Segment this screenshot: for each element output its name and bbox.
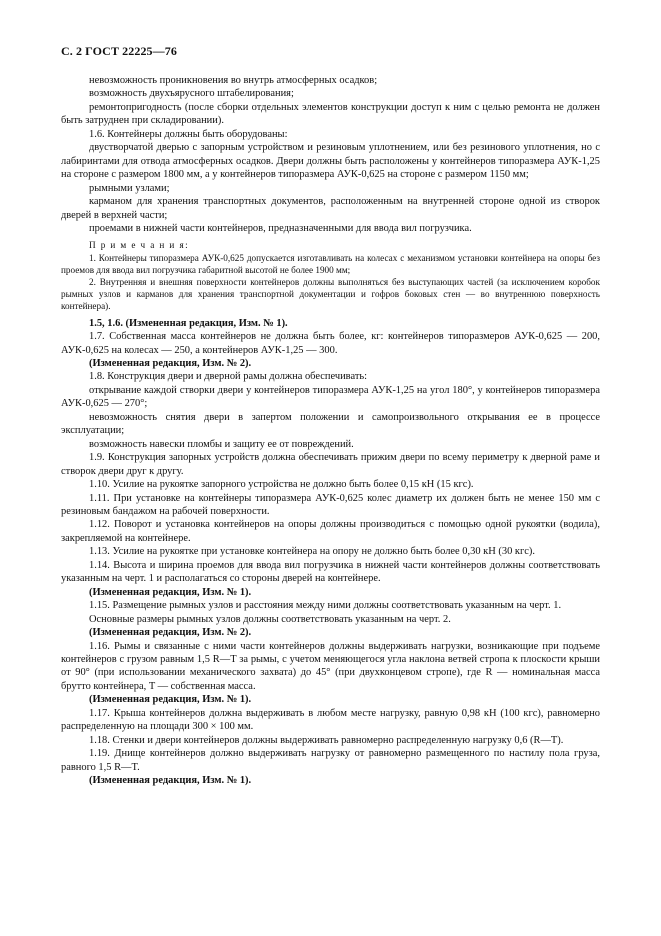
document-body xyxy=(61,74,600,788)
notes-title: П р и м е ч а н и я: xyxy=(89,240,190,251)
paragraph: 1.13. Усилие на рукоятке при установке контейнера на опору не должно быть более 0,30 кН (30 кгс). xyxy=(89,546,535,558)
paragraph: 1.8. Конструкция двери и дверной рамы должна обеспечивать: xyxy=(89,371,368,383)
paragraph: 1.19. Днище контейнеров должно выдерживать нагрузку от равномерно размещенного по настилу пола груза, равного 1,5 R—T. xyxy=(61,748,600,773)
revision-note: (Измененная редакция, Изм. № 1). xyxy=(89,694,252,706)
paragraph: возможность двухъярусного штабелирования; xyxy=(89,88,294,100)
paragraph: невозможность снятия двери в запертом положении и самопроизвольного открывания ее в процессе эксплуатации; xyxy=(61,411,600,437)
paragraph: проемами в нижней части контейнеров, предназначенными для ввода вил погрузчика. xyxy=(89,222,472,234)
paragraph: невозможность проникновения во внутрь атмосферных осадков; xyxy=(89,75,378,86)
paragraph: ремонтопригодность (после сборки отдельных элементов конструкции доступ к ним с целью ремонта не должен быть затруднен при складировании). xyxy=(61,101,600,127)
note-item: 1. Контейнеры типоразмера АУК-0,625 допускается изготавливать на колесах с механизмом установки контейнера на опоры без проемов для ввода вил погрузчика габаритной высотой не более 1900 мм; xyxy=(61,252,600,275)
paragraph: возможность навески пломбы и защиту ее от повреждений. xyxy=(89,438,354,450)
paragraph: 1.9. Конструкция запорных устройств должна обеспечивать прижим двери по всему периметру к дверной раме и створок двери друг к другу. xyxy=(61,452,600,477)
paragraph: открывание каждой створки двери у контейнеров типоразмера АУК-1,25 на угол 180°, у контейнеров типоразмера АУК-0,625 — 270°; xyxy=(61,384,600,410)
paragraph: 1.11. При установке на контейнеры типоразмера АУК-0,625 колес диаметр их должен быть не менее 150 мм с резиновым бандажом на рабочей поверхности. xyxy=(61,492,600,517)
paragraph: двустворчатой дверью с запорным устройством и резиновым уплотнением, или без резинового уплотнения, но с лабиринтами для отвода атмосферных осадков. Двери должны быть расположены у контейнеров типоразмера АУК-1,25 на стороне с размером 1800 мм, а у контейнеров типоразмера АУК-0,625 на стороне с размером 1150 мм; xyxy=(61,142,600,181)
revision-note: (Измененная редакция, Изм. № 2). xyxy=(89,358,252,370)
paragraph: 1.17. Крыша контейнеров должна выдерживать в любом месте нагрузку, равную 0,98 кН (100 кгс), равномерно распределенную на площади 300 × 100 мм. xyxy=(61,707,600,733)
paragraph: 1.6. Контейнеры должны быть оборудованы: xyxy=(89,128,288,140)
paragraph: 1.12. Поворот и установка контейнеров на опоры должны производиться с помощью одной рукоятки (водила), закрепляемой на контейнере. xyxy=(61,519,600,544)
paragraph: 1.14. Высота и ширина проемов для ввода вил погрузчика в нижней части контейнеров должны соответствовать указанным на черт. 1 и располагаться со стороны дверей на контейнере. xyxy=(61,559,600,585)
revision-note: (Измененная редакция, Изм. № 2). xyxy=(89,627,252,639)
paragraph: карманом для хранения транспортных документов, расположенным на внутренней стороне одной из створок дверей в верхней части; xyxy=(61,196,600,221)
paragraph: 1.16. Рымы и связанные с ними части контейнеров должны выдерживать нагрузки, возникающие при подъеме контейнеров с грузом равным 1,5 R—T за рымы, с учетом меняющегося угла наклона ветвей стропа к плоскости крыши от 90° (при использовании механического захвата) до 45° (при двухконцевом стропе), где R — номинальная масса брутто контейнера, T — собственная масса. xyxy=(61,640,600,692)
paragraph: 1.18. Стенки и двери контейнеров должны выдерживать равномерно распределенную нагрузку 0,6 (R—T). xyxy=(89,734,564,746)
revision-note: 1.5, 1.6. (Измененная редакция, Изм. № 1). xyxy=(89,317,288,329)
revision-note: (Измененная редакция, Изм. № 1). xyxy=(89,586,252,598)
notes-block xyxy=(61,239,600,312)
paragraph: 1.7. Собственная масса контейнеров не должна быть более, кг: контейнеров типоразмеров АУК-0,625 — 200, АУК-0,625 на колесах — 250, а контейнеров АУК-1,25 — 300. xyxy=(61,331,600,356)
revision-note: (Измененная редакция, Изм. № 1). xyxy=(89,775,252,787)
page-header: С. 2 ГОСТ 22225—76 xyxy=(61,44,177,58)
note-item: 2. Внутренняя и внешняя поверхности контейнеров должны выполняться без выступающих частей (за исключением коробок рымных узлов и карманов для хранения транспортной документации и гофров боковых стен — во внутреннюю поверхность контейнера). xyxy=(61,277,600,312)
paragraph: 1.10. Усилие на рукоятке запорного устройства не должно быть более 0,15 кН (15 кгс). xyxy=(89,479,474,491)
paragraph: рымными узлами; xyxy=(89,182,170,194)
paragraph: 1.15. Размещение рымных узлов и расстояния между ними должны соответствовать указанным на черт. 1. xyxy=(89,600,562,612)
paragraph: Основные размеры рымных узлов должны соответствовать указанным на черт. 2. xyxy=(89,613,451,625)
